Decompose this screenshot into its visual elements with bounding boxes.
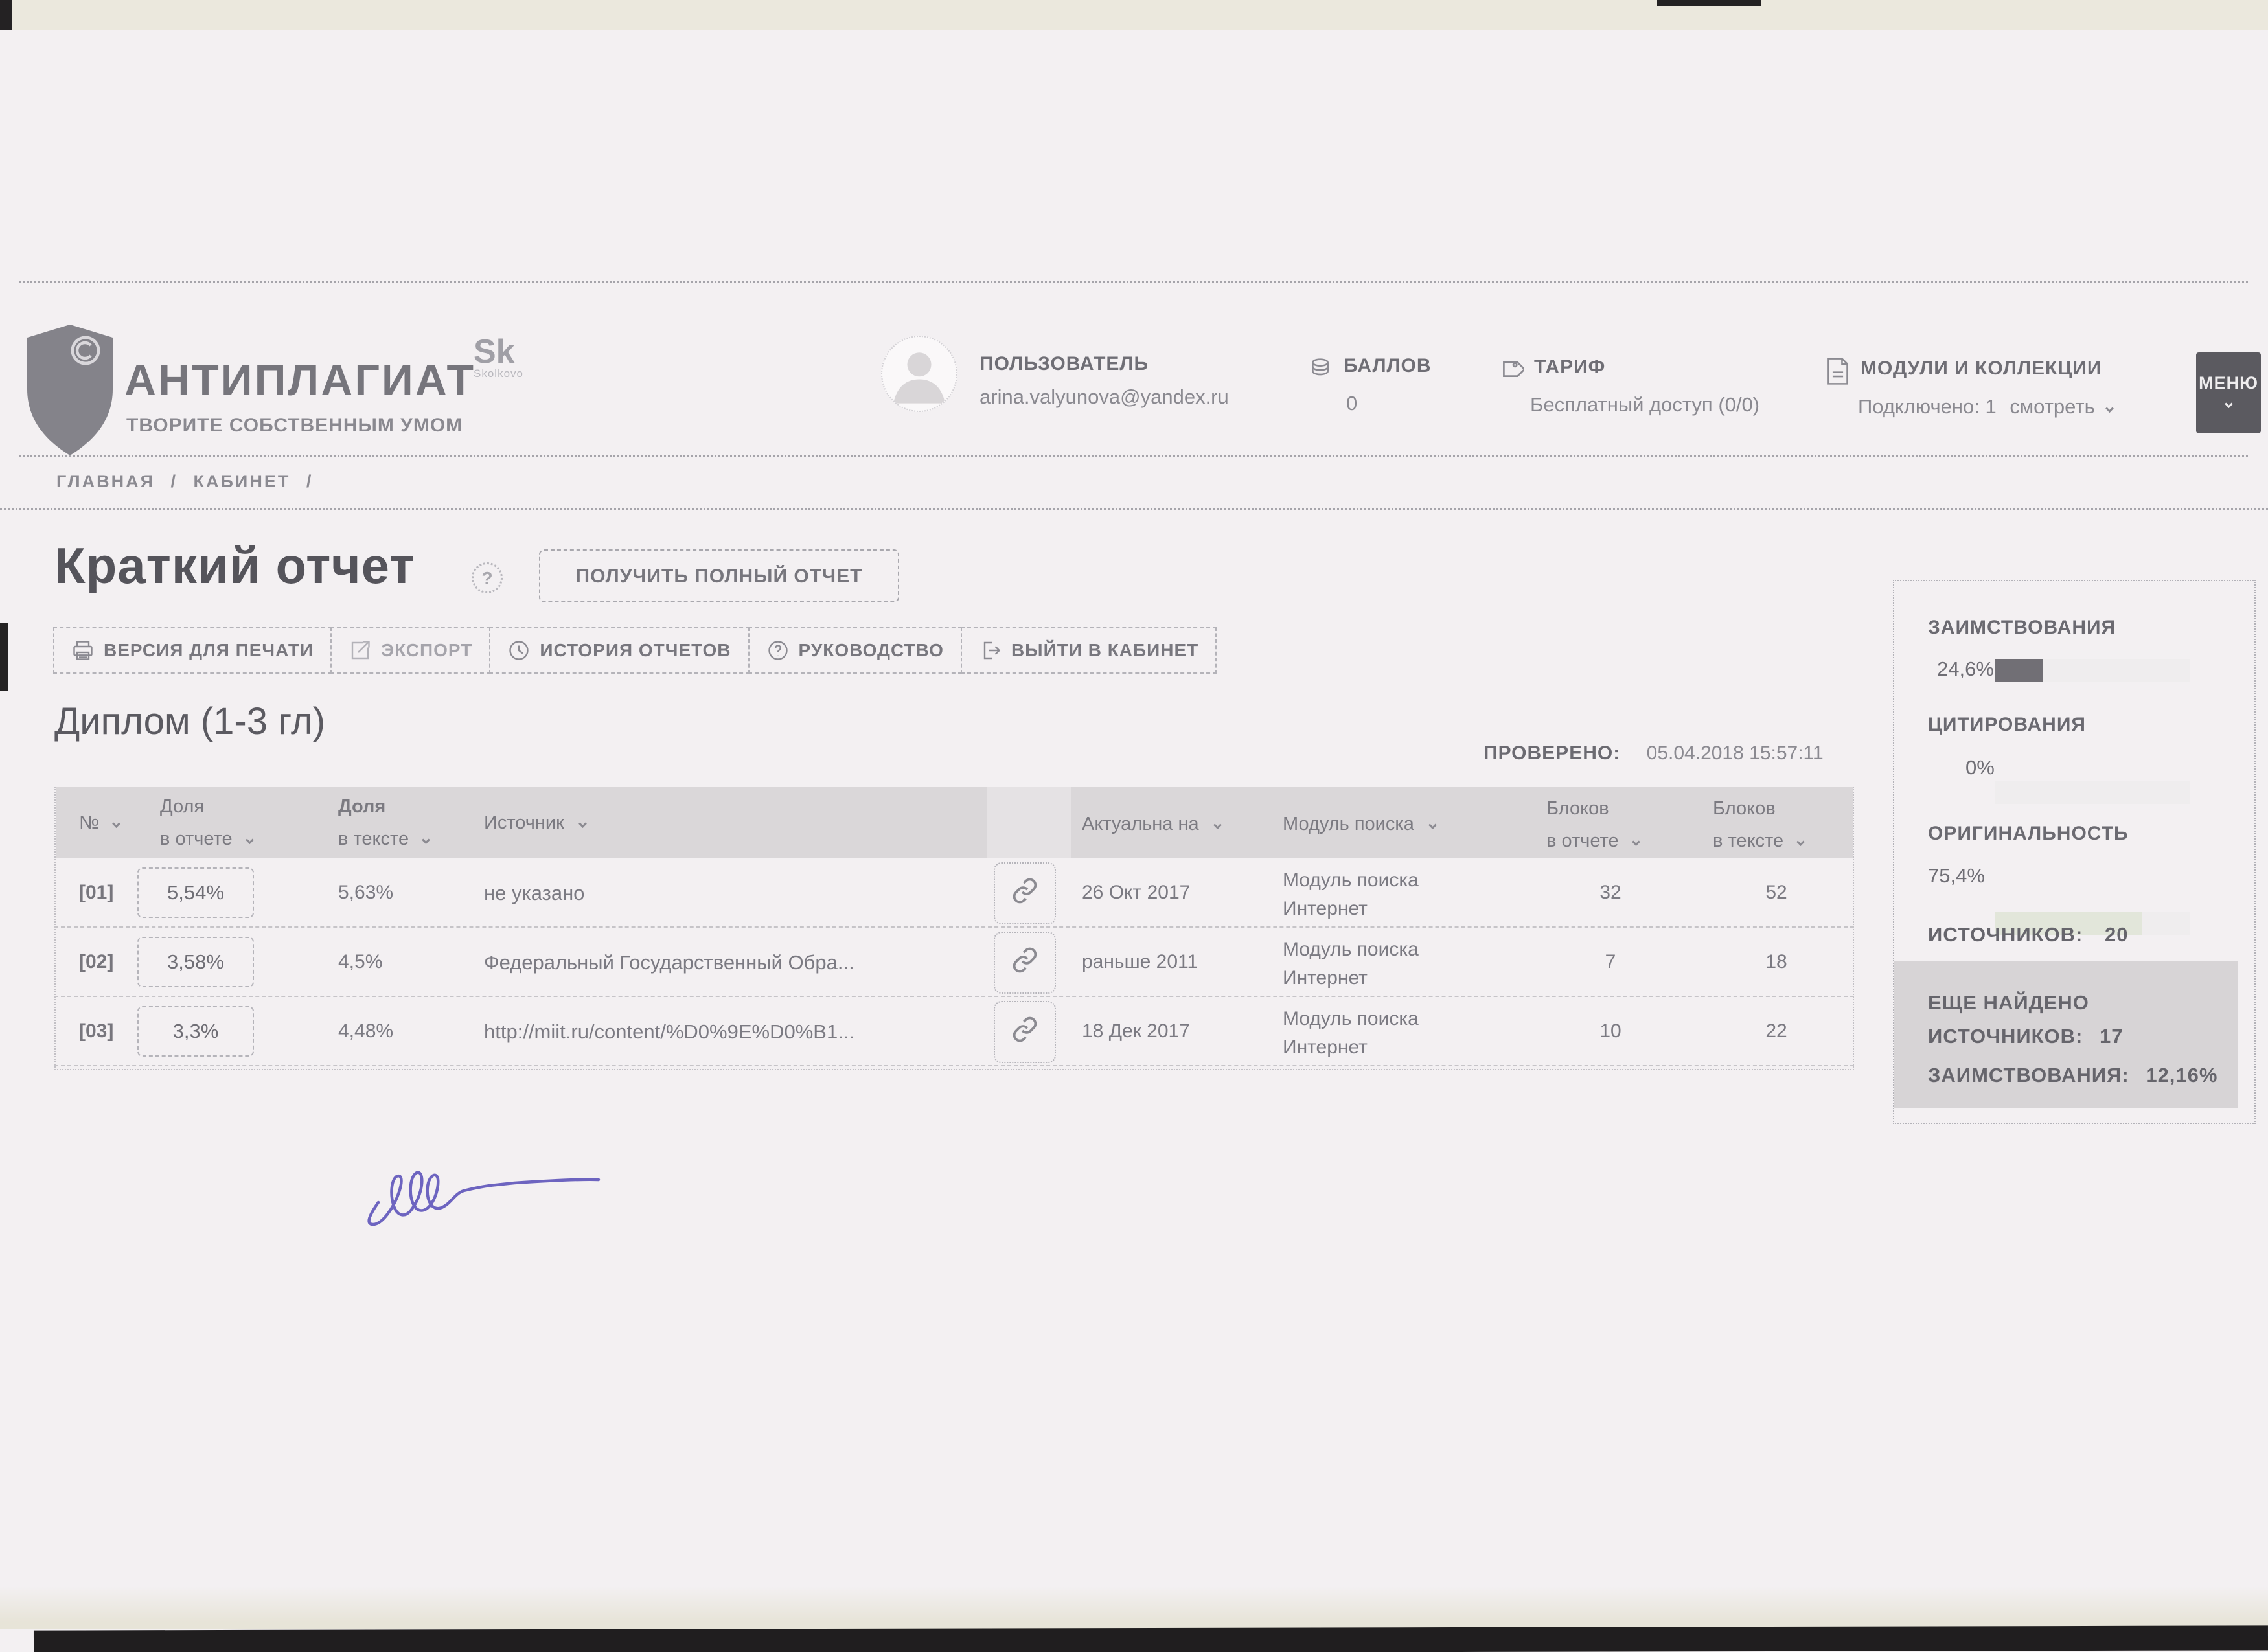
more-found-borrowings-label: ЗАИМСТВОВАНИЯ:: [1928, 1064, 2129, 1086]
more-found-sources: [1928, 986, 2123, 1053]
chevron-down-icon[interactable]: [2105, 404, 2114, 413]
tariff-label: ТАРИФ: [1534, 356, 1606, 378]
coins-icon: [1307, 355, 1333, 381]
source-name: не указано: [484, 882, 585, 904]
breadcrumb-cabinet[interactable]: КАБИНЕТ: [193, 472, 291, 491]
chain-link-icon: [1010, 1015, 1040, 1050]
more-found-box: [1894, 961, 2238, 1108]
column-header-module[interactable]: Модуль поиска: [1283, 808, 1436, 840]
borrowings-value: 24,6%: [1937, 658, 1994, 680]
exit-to-cabinet-label: ВЫЙТИ В КАБИНЕТ: [1011, 640, 1199, 660]
exit-icon: [979, 639, 1002, 662]
share-in-text-value: 4,48%: [338, 1020, 394, 1042]
sort-chevron-icon: [1428, 821, 1437, 829]
top-divider: [19, 281, 2248, 283]
skolkovo-logo-subtext: Skolkovo: [474, 367, 523, 380]
table-row: [56, 928, 1853, 997]
points-block[interactable]: [1307, 355, 1432, 381]
row-number: [02]: [79, 951, 114, 972]
tariff-value: Бесплатный доступ (0/0): [1530, 393, 1760, 416]
source-link-button[interactable]: [994, 862, 1056, 924]
scan-artifact-left-edge: [0, 623, 8, 691]
checked-datetime: 05.04.2018 15:57:11: [1646, 742, 1824, 764]
header-divider: [19, 455, 2248, 457]
antiplagiat-logo[interactable]: [25, 322, 115, 458]
guide-label: РУКОВОДСТВО: [798, 640, 944, 660]
get-full-report-button[interactable]: ПОЛУЧИТЬ ПОЛНЫЙ ОТЧЕТ: [539, 549, 899, 602]
guide-button[interactable]: [748, 627, 962, 674]
scan-bottom-shadow: [0, 1586, 2268, 1629]
logo-tagline: ТВОРИТЕ СОБСТВЕННЫМ УМОМ: [126, 415, 463, 436]
breadcrumb: [56, 472, 322, 492]
row-number: [01]: [79, 882, 114, 903]
menu-button[interactable]: [2196, 352, 2261, 433]
checked-label: ПРОВЕРЕНО:: [1483, 742, 1621, 764]
person-icon: [882, 402, 956, 412]
column-header-num[interactable]: №: [79, 807, 119, 839]
table-row: [56, 997, 1853, 1066]
actual-date: 18 Дек 2017: [1082, 1020, 1190, 1042]
document-title: Диплом (1-3 гл): [54, 700, 326, 742]
breadcrumb-separator: /: [306, 472, 314, 491]
scan-bottom-black-bar: [34, 1625, 2268, 1652]
scan-artifact-top-left: [0, 0, 12, 30]
citations-value: 0%: [1965, 756, 1995, 779]
blocks-in-text-value: 22: [1765, 1020, 1787, 1042]
column-header-source[interactable]: Источник: [484, 807, 586, 839]
user-email: arina.valyunova@yandex.ru: [979, 385, 1229, 408]
logo-title[interactable]: АНТИПЛАГИАТ: [124, 356, 476, 405]
originality-label: ОРИГИНАЛЬНОСТЬ: [1928, 823, 2129, 844]
export-icon: [349, 639, 372, 662]
report-summary-panel: [1893, 580, 2256, 1124]
report-history-button[interactable]: [489, 627, 749, 674]
modules-status: [1858, 395, 2113, 419]
modules-label: МОДУЛИ И КОЛЛЕКЦИИ: [1861, 358, 2102, 379]
sort-chevron-icon: [422, 836, 430, 844]
share-in-report-box[interactable]: 3,3%: [137, 1006, 254, 1057]
modules-block: [1826, 358, 2102, 385]
citations-bar: [1995, 781, 2190, 804]
menu-button-label: МЕНЮ: [2199, 373, 2258, 393]
column-header-blocks-text[interactable]: Блоков в тексте: [1713, 792, 1804, 857]
modules-view-link[interactable]: смотреть: [2010, 395, 2095, 418]
sort-chevron-icon: [246, 836, 254, 844]
blocks-in-text-value: 52: [1765, 882, 1787, 903]
blocks-in-report-value: 10: [1599, 1020, 1621, 1042]
sort-chevron-icon: [1796, 838, 1805, 846]
points-label: БАЛЛОВ: [1344, 355, 1432, 376]
table-header-row: [56, 787, 1853, 858]
blocks-in-report-value: 32: [1599, 882, 1621, 903]
question-circle-icon: [766, 639, 790, 662]
share-in-text-value: 4,5%: [338, 951, 383, 972]
row-number: [03]: [79, 1020, 114, 1042]
scan-top-band: [0, 0, 2268, 30]
borrowings-label: ЗАИМСТВОВАНИЯ: [1928, 617, 2116, 638]
skolkovo-logo-text: Sk: [474, 333, 515, 371]
breadcrumb-divider: [0, 508, 2268, 510]
chain-link-icon: [1010, 945, 1040, 980]
report-toolbar: [54, 627, 1217, 674]
sources-table: [54, 787, 1854, 1070]
share-in-report-box[interactable]: 3,58%: [137, 937, 254, 987]
print-version-label: ВЕРСИЯ ДЛЯ ПЕЧАТИ: [104, 640, 314, 660]
sort-chevron-icon: [112, 820, 120, 828]
search-module: Модуль поиска Интернет: [1283, 869, 1419, 919]
search-module: Модуль поиска Интернет: [1283, 939, 1419, 989]
more-found-line2-label: ИСТОЧНИКОВ:: [1928, 1025, 2083, 1048]
citations-label: ЦИТИРОВАНИЯ: [1928, 714, 2086, 735]
printer-icon: [71, 639, 95, 662]
originality-value: 75,4%: [1928, 864, 1985, 887]
checked-info: [1483, 742, 1824, 764]
points-value: 0: [1346, 392, 1358, 415]
user-label: ПОЛЬЗОВАТЕЛЬ: [979, 353, 1149, 374]
sources-count-label: ИСТОЧНИКОВ:: [1928, 923, 2083, 946]
sources-count: [1928, 923, 2128, 946]
breadcrumb-separator: /: [170, 472, 178, 491]
help-icon[interactable]: ?: [472, 562, 503, 593]
table-row: [56, 858, 1853, 928]
more-found-borrowings-value: 12,16%: [2146, 1064, 2218, 1086]
borrowings-bar-fill: [1995, 659, 2043, 682]
column-header-blocks-report[interactable]: Блоков в отчете: [1546, 792, 1639, 857]
scan-artifact-top-right: [1657, 0, 1761, 6]
source-name: Федеральный Государственный Обра...: [484, 951, 854, 974]
actual-date: раньше 2011: [1082, 951, 1198, 972]
breadcrumb-home[interactable]: ГЛАВНАЯ: [56, 472, 155, 491]
handwritten-signature: [360, 1145, 639, 1243]
sources-count-value: 20: [2105, 923, 2129, 946]
chain-link-icon: [1010, 876, 1040, 911]
column-header-share-report[interactable]: Доля в отчете: [160, 790, 253, 855]
share-in-text-value: 5,63%: [338, 882, 394, 903]
tag-icon: [1498, 356, 1524, 382]
export-button[interactable]: [330, 627, 490, 674]
share-in-report-box[interactable]: 5,54%: [137, 867, 254, 918]
borrowings-bar: [1995, 659, 2190, 682]
skolkovo-logo: [474, 333, 523, 380]
export-label: ЭКСПОРТ: [381, 640, 473, 660]
more-found-borrowings: [1928, 1064, 2217, 1087]
user-menu[interactable]: [979, 353, 1229, 409]
row-divider: [54, 1065, 1854, 1066]
chevron-down-icon: [2225, 400, 2233, 408]
source-link-button[interactable]: [994, 1001, 1056, 1063]
exit-to-cabinet-button[interactable]: [961, 627, 1217, 674]
column-header-actual[interactable]: Актуальна на: [1082, 808, 1220, 840]
actual-date: 26 Окт 2017: [1082, 882, 1191, 903]
sort-chevron-icon: [578, 820, 587, 828]
blocks-in-report-value: 7: [1605, 951, 1616, 972]
page-title: Краткий отчет: [54, 537, 415, 594]
sort-chevron-icon: [1213, 821, 1222, 829]
modules-connected-text: Подключено: 1: [1858, 395, 1997, 418]
document-icon: [1826, 358, 1850, 385]
user-avatar[interactable]: [881, 336, 957, 412]
clock-icon: [507, 639, 531, 662]
source-link-button[interactable]: [994, 932, 1056, 994]
blocks-in-text-value: 18: [1765, 951, 1787, 972]
more-found-line1: ЕЩЕ НАЙДЕНО: [1928, 991, 2089, 1014]
sort-chevron-icon: [1632, 838, 1640, 846]
table-header-gap: [987, 787, 1071, 858]
tariff-block[interactable]: [1498, 356, 1605, 382]
source-name: http://miit.ru/content/%D0%9E%D0%B1...: [484, 1020, 855, 1043]
report-history-label: ИСТОРИЯ ОТЧЕТОВ: [540, 640, 731, 660]
column-header-share-text[interactable]: Доля в тексте: [338, 790, 429, 855]
more-found-line2-value: 17: [2100, 1025, 2124, 1048]
print-version-button[interactable]: [53, 627, 332, 674]
search-module: Модуль поиска Интернет: [1283, 1008, 1419, 1058]
